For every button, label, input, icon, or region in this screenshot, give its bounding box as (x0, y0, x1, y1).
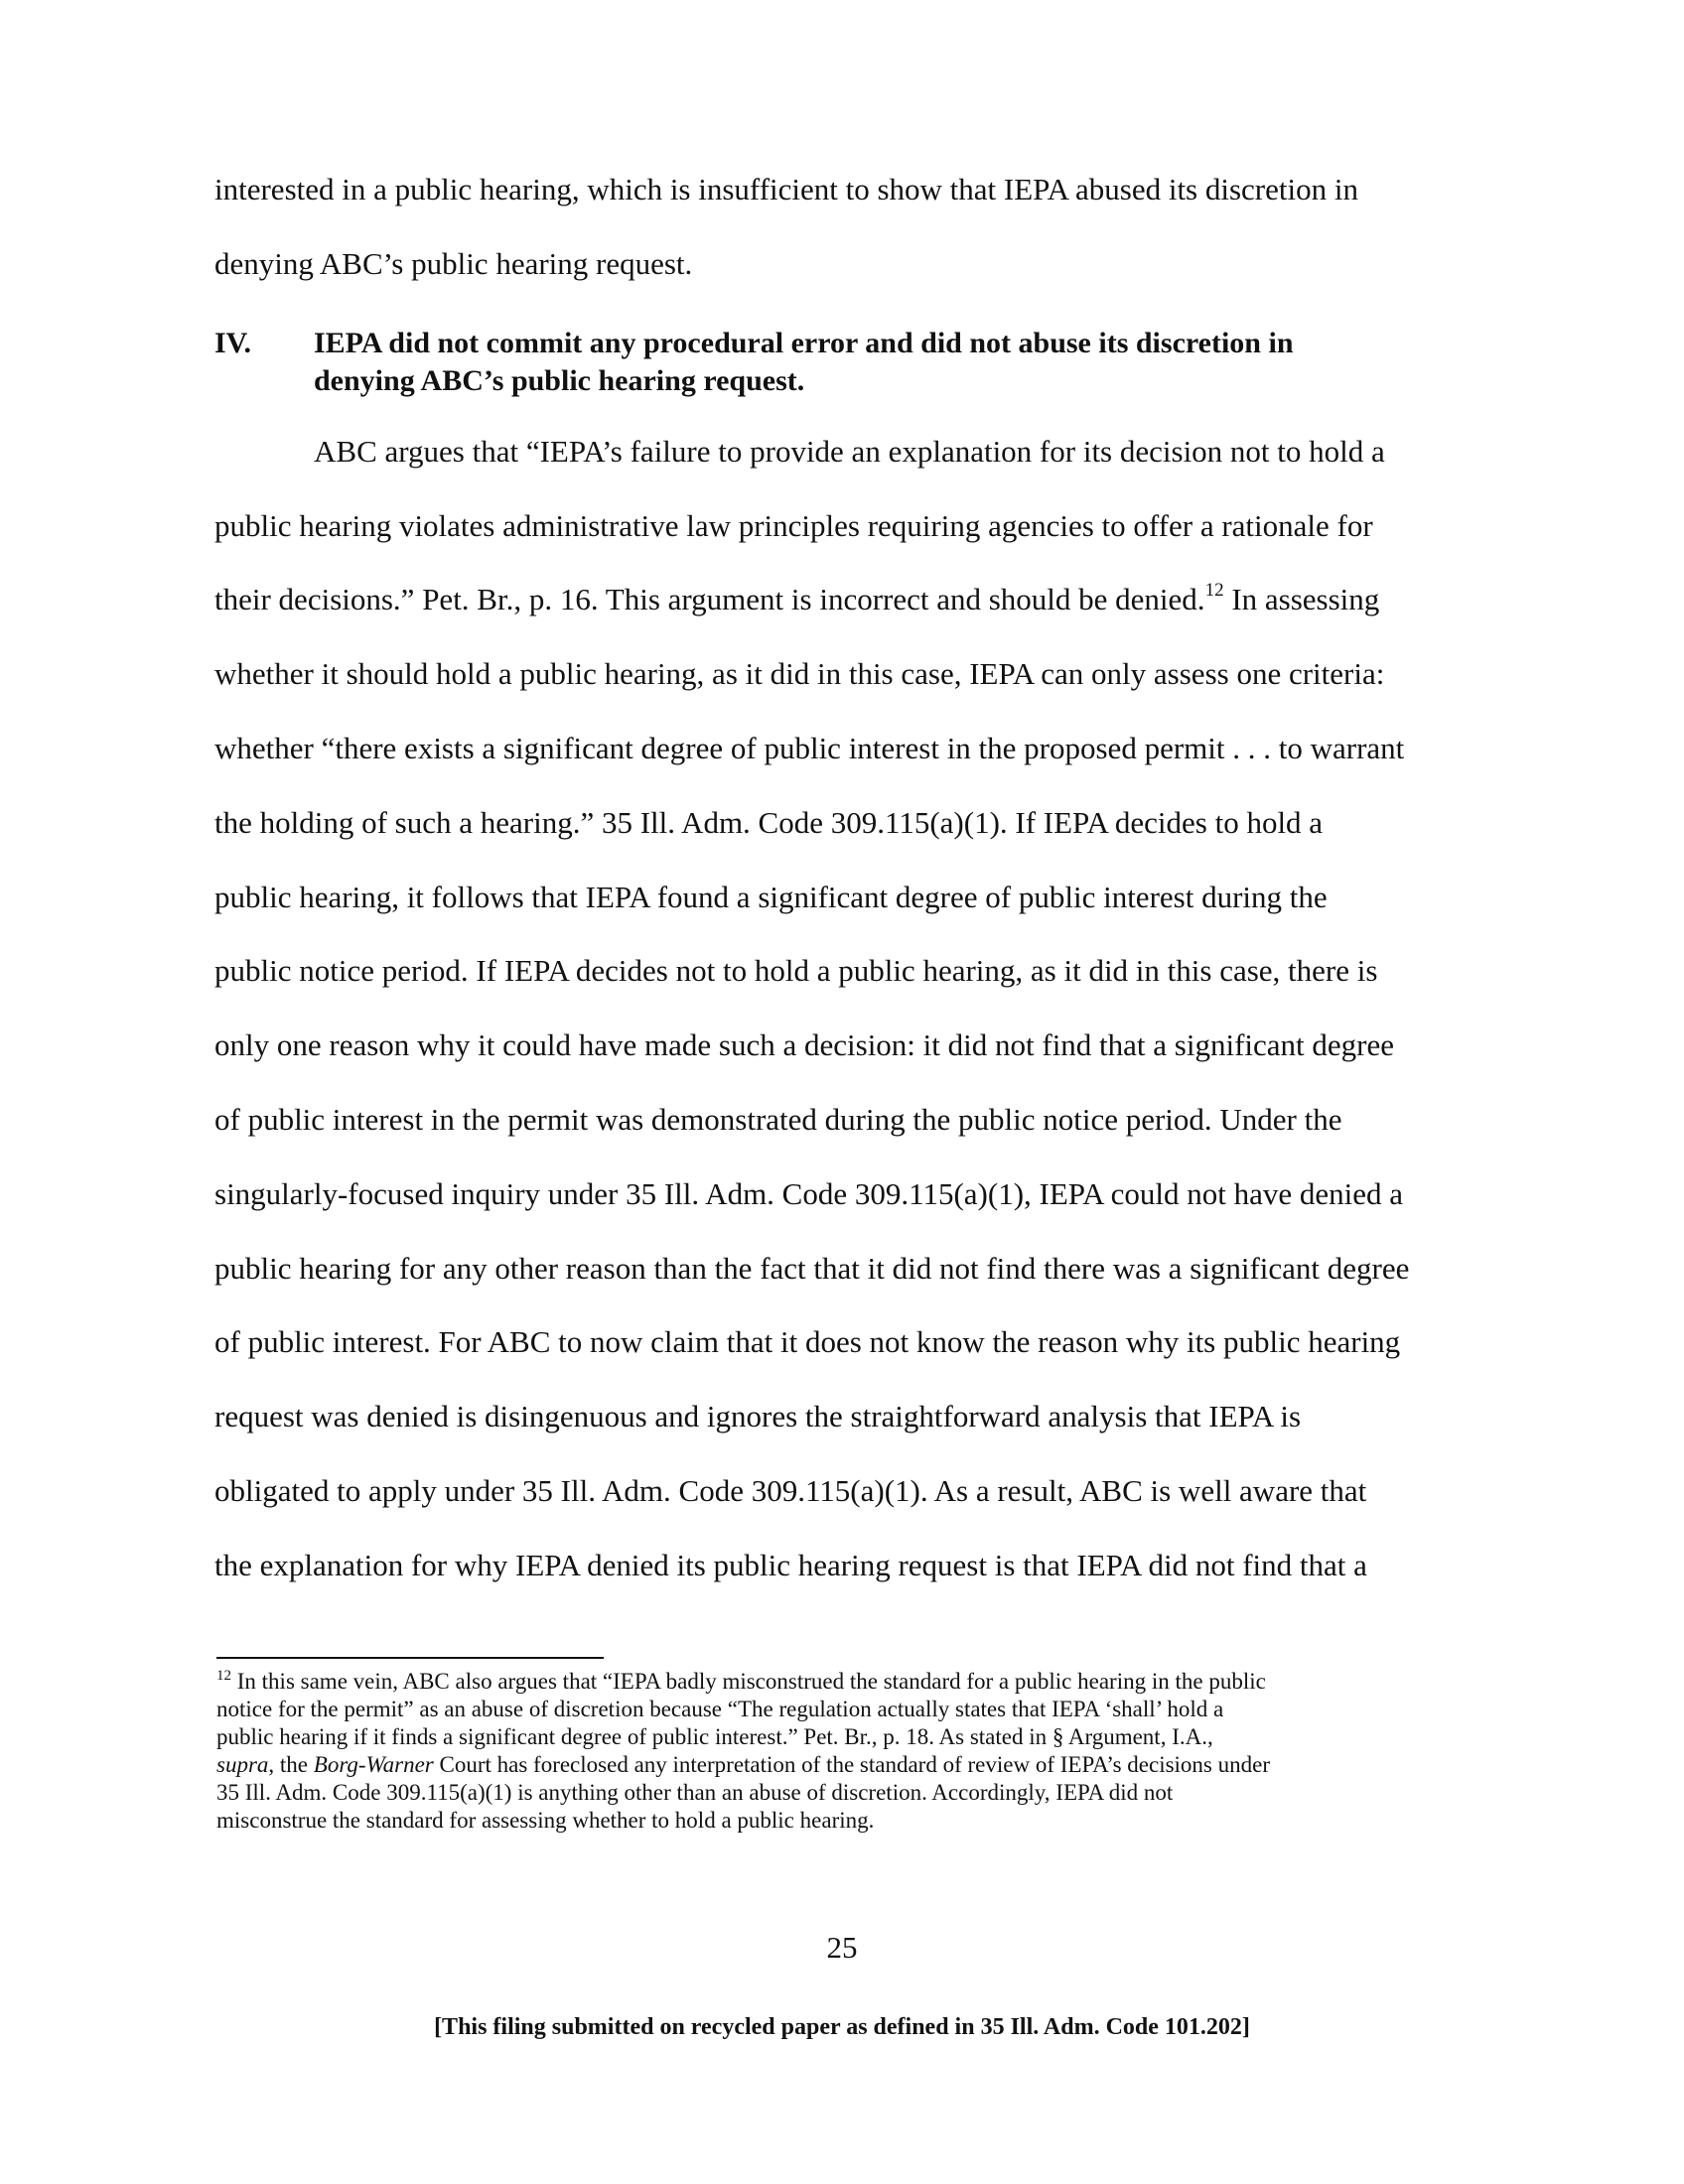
footnote-marker: 12 (216, 1668, 231, 1684)
body-line-3-tail: In assessing (1223, 582, 1380, 616)
intro-line-1: interested in a public hearing, which is insufficient to show that IEPA abused its discretion in (214, 172, 1358, 206)
body-line-9: only one reason why it could have made such a decision: it did not find that a significant degree (214, 1027, 1395, 1062)
body-line-16: the explanation for why IEPA denied its public hearing request is that IEPA did not find that a (214, 1548, 1367, 1582)
section-heading-line-1: IEPA did not commit any procedural error and did not abuse its discretion in (314, 327, 1294, 359)
footnote-line-1-text: In this same vein, ABC also argues that “IEPA badly misconstrued the standard for a public hearing in the public (231, 1669, 1266, 1694)
footnote-divider (216, 1657, 604, 1659)
body-line-12: public hearing for any other reason than the fact that it did not find there was a significant degree (214, 1251, 1410, 1286)
body-line-13: of public interest. For ABC to now claim that it does not know the reason why its public hearing (214, 1324, 1401, 1359)
footnote-line-4-mid: , the (268, 1752, 314, 1777)
intro-line-2: denying ABC’s public hearing request. (214, 246, 693, 281)
footnote-line-5: 35 Ill. Adm. Code 309.115(a)(1) is anything other than an abuse of discretion. Accordingly, IEPA did not (216, 1780, 1174, 1805)
footnote-line-6: misconstrue the standard for assessing whether to hold a public hearing. (216, 1808, 875, 1833)
section-number: IV. (214, 327, 251, 359)
body-line-14: request was denied is disingenuous and ignores the straightforward analysis that IEPA is (214, 1399, 1302, 1433)
footnote-line-2: notice for the permit” as an abuse of discretion because “The regulation actually states that IEPA ‘shall’ hold a (216, 1697, 1224, 1721)
footnote-reference: 12 (1204, 580, 1224, 601)
footnote-line-4 (216, 1751, 1270, 1779)
page-number: 25 (826, 1930, 858, 1965)
body-line-1: ABC argues that “IEPA’s failure to provide an explanation for its decision not to hold a (314, 434, 1385, 469)
footnote-line-3: public hearing if it finds a significant degree of public interest.” Pet. Br., p. 18. As stated in § Argument, I.A., (216, 1724, 1213, 1749)
body-line-6: the holding of such a hearing.” 35 Ill. Adm. Code 309.115(a)(1). If IEPA decides to hold a (214, 805, 1324, 840)
section-heading-line-2: denying ABC’s public hearing request. (314, 364, 805, 397)
body-line-3-text: their decisions.” Pet. Br., p. 16. This argument is incorrect and should be denied. (214, 582, 1205, 616)
body-line-10: of public interest in the permit was demonstrated during the public notice period. Under the (214, 1102, 1342, 1137)
body-line-11: singularly-focused inquiry under 35 Ill. Adm. Code 309.115(a)(1), IEPA could not have denied a (214, 1176, 1403, 1211)
recycled-paper-footer: [This filing submitted on recycled paper as defined in 35 Ill. Adm. Code 101.202] (434, 2014, 1250, 2040)
footnote-line-1 (216, 1668, 1266, 1696)
body-line-3 (214, 580, 1379, 619)
body-line-8: public notice period. If IEPA decides not to hold a public hearing, as it did in this case, there is (214, 953, 1378, 988)
body-line-2: public hearing violates administrative law principles requiring agencies to offer a rationale for (214, 508, 1373, 543)
footnote-italic-case: Borg-Warner (313, 1752, 434, 1777)
body-line-7: public hearing, it follows that IEPA found a significant degree of public interest during the (214, 880, 1328, 914)
body-line-15: obligated to apply under 35 Ill. Adm. Code 309.115(a)(1). As a result, ABC is well aware that (214, 1473, 1367, 1508)
body-line-4: whether it should hold a public hearing, as it did in this case, IEPA can only assess one criteria: (214, 656, 1385, 691)
footnote-line-4-text: Court has foreclosed any interpretation of the standard of review of IEPA’s decisions under (433, 1752, 1270, 1777)
body-line-5: whether “there exists a significant degree of public interest in the proposed permit . . . to warrant (214, 731, 1405, 765)
footnote-italic-supra: supra (216, 1752, 269, 1777)
